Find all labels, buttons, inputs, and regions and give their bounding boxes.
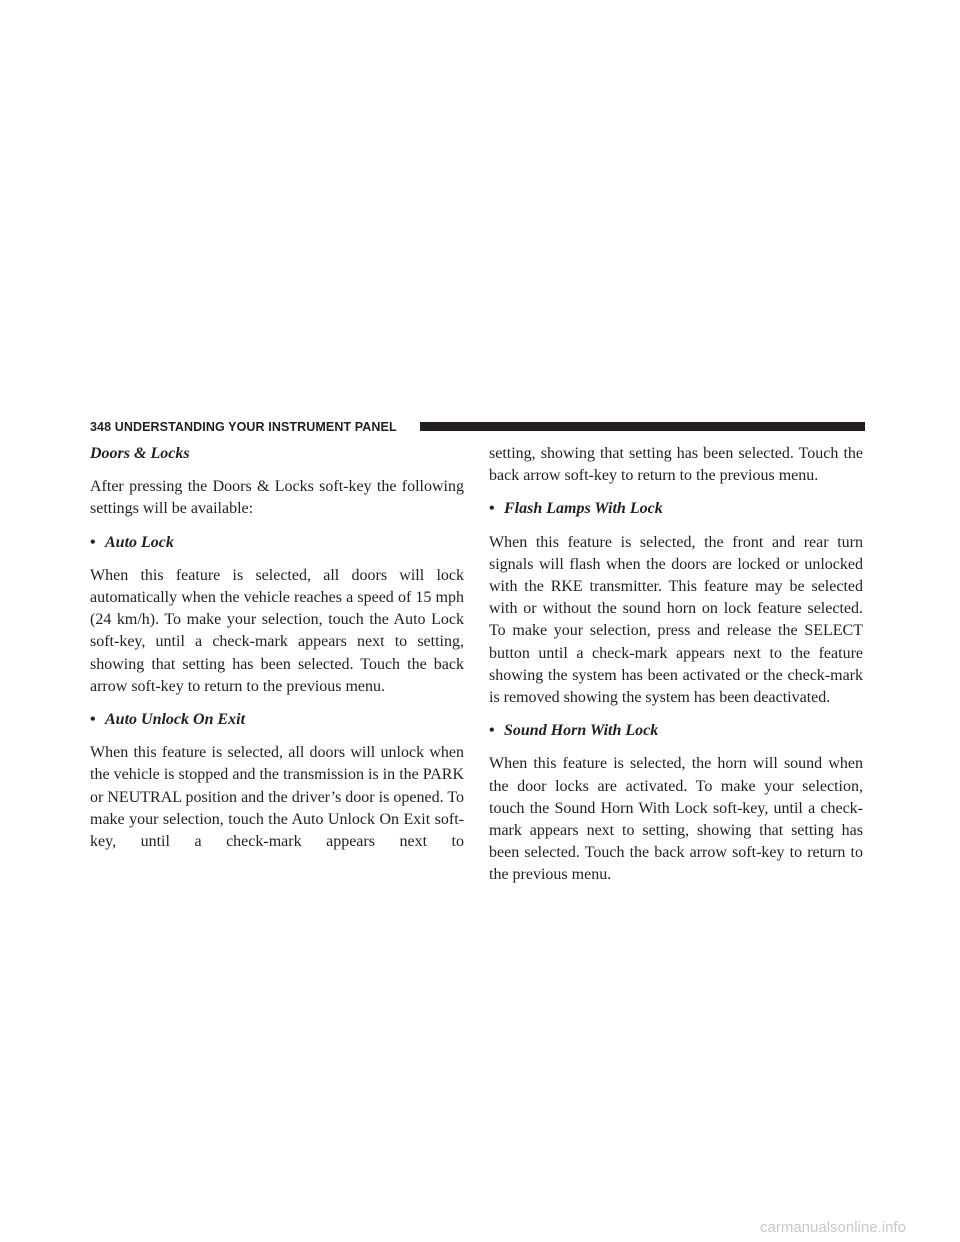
bullet-auto-lock [90,532,464,554]
sound-horn-paragraph: When this feature is selected, the horn will sound when the door locks are activated. To make your selection, touch the Sound Horn With Lock soft-key, until a check-mark appears next to setting, showing that setting has been selected. Touch the back arrow soft-key to return to the previous menu. [489,755,863,884]
bullet-label: Sound Horn With Lock [504,722,659,740]
bullet-label: Flash Lamps With Lock [504,500,663,518]
bullet-auto-unlock [90,709,464,731]
bullet-flash-lamps [489,498,863,520]
watermark-link[interactable]: carmanualsonline.info [760,1219,906,1236]
auto-unlock-paragraph: When this feature is selected, all doors will unlock when the vehicle is stopped and the transmission is in the PARK or NEUTRAL position and the driver’s door is opened. To make your selection, touch the Auto Unlock On Exit soft-key, until a check-mark appears next to [90,744,464,851]
bullet-sound-horn [489,720,863,742]
right-column [489,443,863,887]
continuation-paragraph: setting, showing that setting has been selected. Touch the back arrow soft-key to return to the previous menu. [489,445,863,485]
bullet-icon: • [489,500,495,518]
bullet-icon: • [489,722,495,740]
flash-lamps-paragraph: When this feature is selected, the front and rear turn signals will flash when the doors are locked or unlocked with the RKE transmitter. This feature may be selected with or without the sound horn on lock feature selected. To make your selection, press and release the SELECT button until a check-mark appears next to the feature showing the system has been activated or the check-mark is removed showing the system has been deactivated. [489,533,863,707]
bullet-icon: • [90,533,96,551]
bullet-label: Auto Unlock On Exit [105,711,246,729]
left-column [90,443,464,853]
page-header [90,419,865,435]
bullet-label: Auto Lock [105,533,174,551]
page-number-and-section: 348 UNDERSTANDING YOUR INSTRUMENT PANEL [90,420,397,434]
header-rule [420,422,865,431]
intro-paragraph: After pressing the Doors & Locks soft-key the following settings will be available: [90,478,464,518]
section-title: Doors & Locks [90,445,190,462]
auto-lock-paragraph: When this feature is selected, all doors will lock automatically when the vehicle reaches a speed of 15 mph (24 km/h). To make your selection, touch the Auto Lock soft-key, until a check-mark appears next to setting, showing that setting has been selected. Touch the back arrow soft-key to return to the previous menu. [90,566,464,695]
bullet-icon: • [90,711,96,729]
